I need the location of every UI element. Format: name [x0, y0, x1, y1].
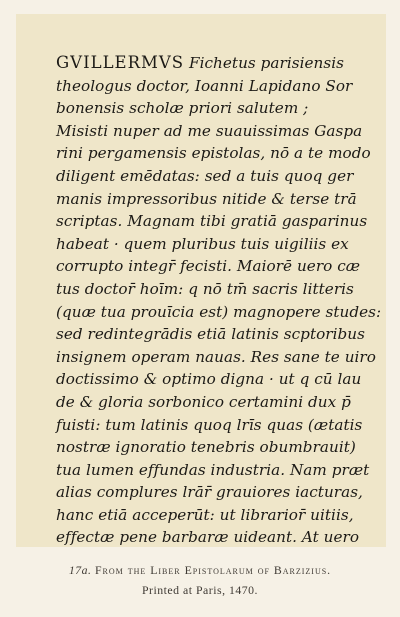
text-line: nostræ ignoratio tenebris obumbrauit) — [56, 438, 356, 457]
text-line: effectæ pene barbaræ uideant. At uero — [56, 528, 360, 547]
figure-number: 17a. — [68, 563, 92, 577]
text-line: diligent emēdatas: sed a tuis quoq ger — [56, 166, 354, 185]
text-line: scriptas. Magnam tibi gratiā gasparinus — [56, 212, 368, 231]
text-line: tus doctor̄ hoīm: q nō tm̄ sacris litteris — [56, 279, 354, 298]
text-line: fuisti: tum latinis quoq lrīs quas (ætatis — [56, 415, 363, 434]
text-line: tua lumen effundas industria. Nam præt — [56, 460, 370, 479]
text-line: (quæ tua prouīcia est) magnopere studes: — [56, 302, 382, 321]
text-line: Misisti nuper ad me suauissimas Gaspa — [56, 121, 363, 140]
text-line: theologus doctor, Ioanni Lapidano Sor — [56, 76, 353, 95]
text-line: de & gloria sorbonico certamini dux p̄ — [56, 392, 351, 411]
document-page-plate — [16, 14, 386, 547]
text-line: doctissimo & optimo digna · ut q cū lau — [56, 370, 362, 389]
text-line: habeat · quem pluribus tuis uigiliis ex — [56, 234, 349, 253]
text-line: bonensis scholæ priori salutem ; — [56, 99, 309, 118]
text-line: manis impressoribus nitide & terse trā — [56, 189, 357, 208]
text-line: insignem operam nauas. Res sane te uiro — [56, 347, 376, 366]
text-line: corrupto integr̄ fecisti. Maiorē uero cæ — [56, 257, 361, 276]
text-line: alias complures lrār̄ grauiores iacturas, — [56, 483, 363, 502]
text-line: rini pergamensis epistolas, nō a te modo — [56, 144, 371, 163]
text-line: GVILLERMVS Fichetus parisiensis — [56, 53, 344, 72]
text-line: sed redintegrādis etiā latinis scptoribus — [56, 325, 365, 344]
figure-caption-title: From the Liber Epistolarum of Barzizius. — [94, 563, 332, 577]
figure-caption-subtitle: Printed at Paris, 1470. — [141, 583, 259, 597]
text-line: hanc etiā acceperūt: ut librarior̄ uitiis, — [56, 505, 354, 524]
initial-caps: GVILLERMVS — [56, 53, 185, 72]
figure-caption — [0, 563, 400, 578]
incunable-text-block — [56, 52, 382, 549]
